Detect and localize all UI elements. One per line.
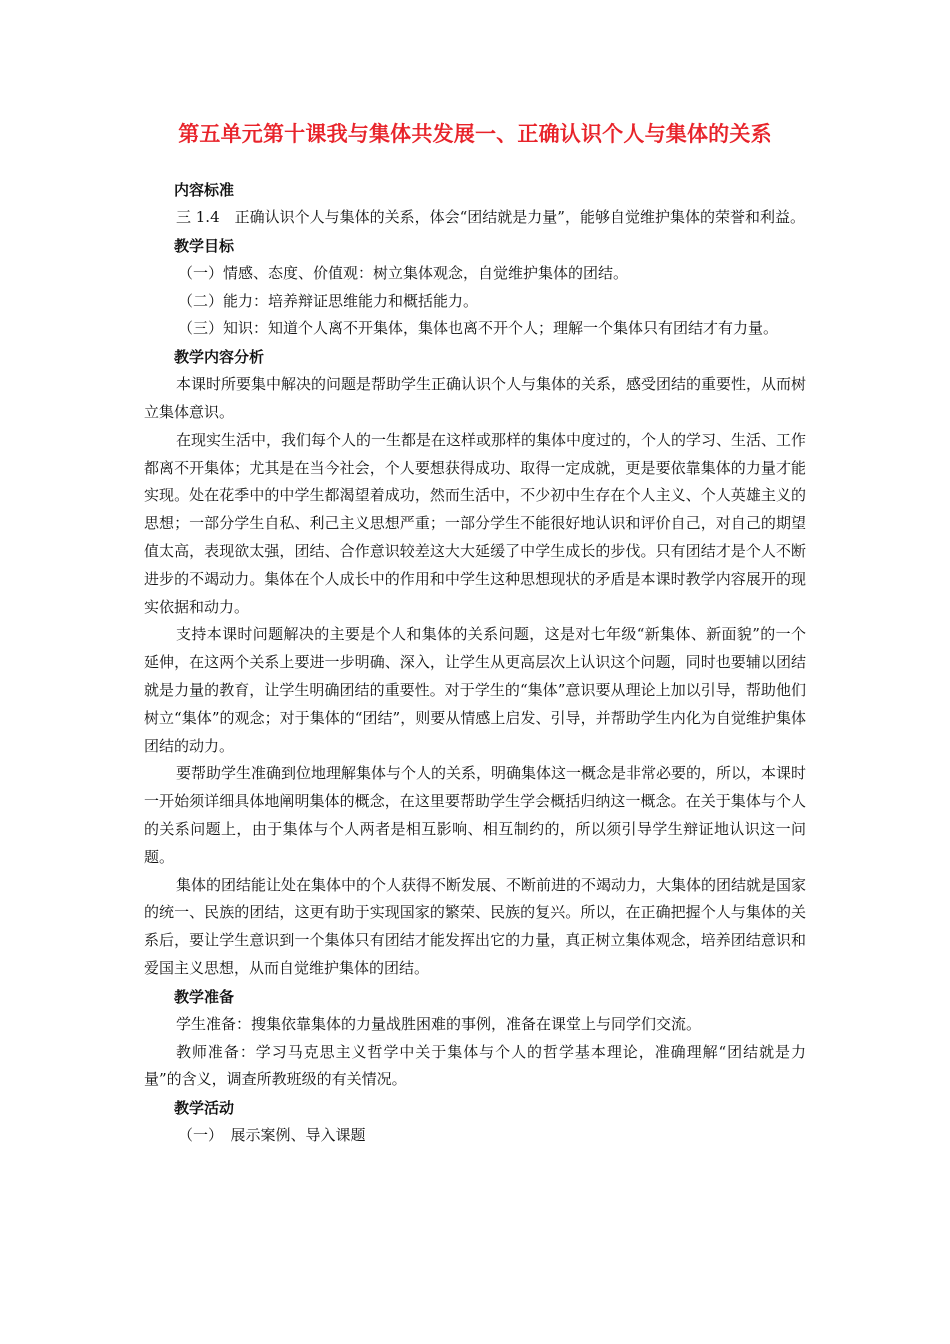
prep-student-paragraph: 学生准备：搜集依靠集体的力量战胜困难的事例，准备在课堂上与同学们交流。	[176, 1014, 702, 1033]
document-title: 第五单元第十课我与集体共发展一、正确认识个人与集体的关系	[178, 121, 772, 146]
section-heading-prep: 教学准备	[174, 987, 235, 1006]
analysis-paragraph-4: 要帮助学生准确到位地理解集体与个人的关系，明确集体这一概念是非常必要的，所以，本课时一开始须详细具体地阐明集体的概念，在这里要帮助学生学会概括归纳这一概念。在关于集体与个人的关系问题上，由于集体与个人两者是相互影响、相互制约的，所以须引导学生辩证地认识这一问题。	[144, 764, 807, 866]
goal-item-2: （二）能力：培养辩证思维能力和概括能力。	[178, 291, 479, 310]
activity-item-1: （一） 展示案例、导入课题	[178, 1126, 366, 1145]
goal-item-1: （一）情感、态度、价值观：树立集体观念，自觉维护集体的团结。	[178, 263, 629, 282]
analysis-paragraph-3: 支持本课时问题解决的主要是个人和集体的关系问题，这是对七年级“新集体、新面貌”的一个延伸，在这两个关系上要进一步明确、深入，让学生从更高层次上认识这个问题，同时也要辅以团结就是力量的教育，让学生明确团结的重要性。对于学生的“集体”意识要从理论上加以引导，帮助他们树立“集体”的观念；对于集体的“团结”，则要从情感上启发、引导，并帮助学生内化为自觉维护集体团结的动力。	[144, 625, 806, 755]
section-heading-standard: 内容标准	[174, 181, 235, 199]
section-heading-analysis: 教学内容分析	[174, 348, 265, 367]
prep-teacher-paragraph: 教师准备：学习马克思主义哲学中关于集体与个人的哲学基本理论，准确理解“团结就是力量”的含义，调查所教班级的有关情况。	[144, 1042, 806, 1089]
analysis-paragraph-2: 在现实生活中，我们每个人的一生都是在这样或那样的集体中度过的，个人的学习、生活、工作都离不开集体；尤其是在当今社会，个人要想获得成功、取得一定成就，更是要依靠集体的力量才能实现。处在花季中的中学生都渴望着成功，然而生活中，不少初中生存在个人主义、个人英雄主义的思想；一部分学生自私、利己主义思想严重；一部分学生不能很好地认识和评价自己，对自己的期望值太高，表现欲太强，团结、合作意识较差这大大延缓了中学生成长的步伐。只有团结才是个人不断进步的不竭动力。集体在个人成长中的作用和中学生这种思想现状的矛盾是本课时教学内容展开的现实依据和动力。	[144, 430, 807, 616]
section-heading-goals: 教学目标	[174, 236, 235, 255]
document-page	[144, 118, 806, 1150]
section-heading-activity: 教学活动	[174, 1099, 235, 1118]
standard-paragraph: 三 1.4 正确认识个人与集体的关系，体会“团结就是力量”，能够自觉维护集体的荣誉和利益。	[176, 208, 805, 226]
analysis-paragraph-5: 集体的团结能让处在集体中的个人获得不断发展、不断前进的不竭动力，大集体的团结就是国家的统一、民族的团结，这更有助于实现国家的繁荣、民族的复兴。所以，在正确把握个人与集体的关系后，要让学生意识到一个集体只有团结才能发挥出它的力量，真正树立集体观念，培养团结意识和爱国主义思想，从而自觉维护集体的团结。	[144, 875, 807, 977]
analysis-paragraph-1: 本课时所要集中解决的问题是帮助学生正确认识个人与集体的关系，感受团结的重要性，从而树立集体意识。	[144, 375, 807, 421]
goal-item-3: （三）知识：知道个人离不开集体，集体也离不开个人；理解一个集体只有团结才有力量。	[178, 319, 779, 338]
